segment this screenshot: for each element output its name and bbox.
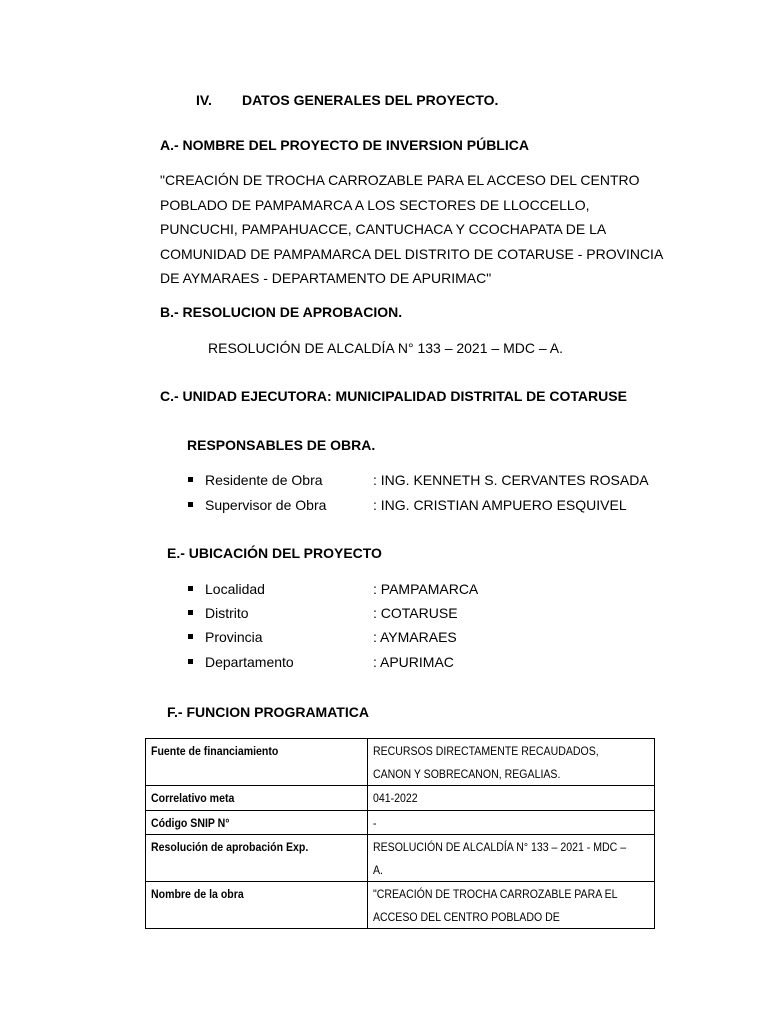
project-name-line: "CREACIÓN DE TROCHA CARROZABLE PARA EL ACCESO DEL CENTRO xyxy=(160,172,640,188)
table-key-cell: Resolución de aprobación Exp. xyxy=(146,835,368,882)
funcion-programatica-table xyxy=(145,738,655,929)
bullet-icon xyxy=(188,586,193,591)
resolution-text: RESOLUCIÓN DE ALCALDÍA N° 133 – 2021 – MDC – A. xyxy=(208,340,563,356)
table-value-cell: 041-2022 xyxy=(368,786,655,811)
table-row xyxy=(146,835,655,882)
table-value-cell: RECURSOS DIRECTAMENTE RECAUDADOS, CANON Y SOBRECANON, REGALIAS. xyxy=(368,739,655,786)
table-key-cell: Fuente de financiamiento xyxy=(146,739,368,786)
location-label: Distrito xyxy=(205,605,249,621)
table-row xyxy=(146,786,655,811)
responsables-heading: RESPONSABLES DE OBRA. xyxy=(187,437,376,453)
bullet-icon xyxy=(188,610,193,615)
table-key-cell: Código SNIP N° xyxy=(146,810,368,835)
location-value: : COTARUSE xyxy=(373,605,458,621)
project-name-line: COMUNIDAD DE PAMPAMARCA DEL DISTRITO DE COTARUSE - PROVINCIA xyxy=(160,245,664,262)
location-label: Localidad xyxy=(205,581,265,597)
table-key-cell: Correlativo meta xyxy=(146,786,368,811)
location-value: : APURIMAC xyxy=(373,654,454,670)
project-name-paragraph xyxy=(160,168,680,291)
project-name-line: POBLADO DE PAMPAMARCA A LOS SECTORES DE LLOCCELLO, xyxy=(160,196,590,213)
heading-f: F.- FUNCION PROGRAMATICA xyxy=(167,704,369,720)
section-title: DATOS GENERALES DEL PROYECTO. xyxy=(242,92,499,108)
table-row xyxy=(146,882,655,929)
table-value-cell: "CREACIÓN DE TROCHA CARROZABLE PARA EL ACCESO DEL CENTRO POBLADO DE xyxy=(368,882,655,929)
bullet-icon xyxy=(188,659,193,664)
location-label: Provincia xyxy=(205,629,263,645)
section-number: IV. xyxy=(196,92,212,108)
heading-e: E.- UBICACIÓN DEL PROYECTO xyxy=(167,545,382,561)
table-row xyxy=(146,739,655,786)
table-row xyxy=(146,810,655,835)
responsable-label: Supervisor de Obra xyxy=(205,497,327,513)
heading-b: B.- RESOLUCION DE APROBACION. xyxy=(160,304,403,320)
heading-c: C.- UNIDAD EJECUTORA: MUNICIPALIDAD DISTRITAL DE COTARUSE xyxy=(160,388,627,404)
responsable-label: Residente de Obra xyxy=(205,472,323,488)
heading-a: A.- NOMBRE DEL PROYECTO DE INVERSION PÚBLICA xyxy=(160,137,529,153)
project-name-line: DE AYMARAES - DEPARTAMENTO DE APURIMAC" xyxy=(160,270,492,286)
responsable-value: : ING. KENNETH S. CERVANTES ROSADA xyxy=(373,472,649,488)
responsable-value: : ING. CRISTIAN AMPUERO ESQUIVEL xyxy=(373,497,627,513)
project-name-line: PUNCUCHI, PAMPAHUACCE, CANTUCHACA Y CCOCHAPATA DE LA xyxy=(160,221,607,237)
table-value-cell: - xyxy=(368,810,655,835)
bullet-icon xyxy=(188,477,193,482)
bullet-icon xyxy=(188,502,193,507)
table-key-cell: Nombre de la obra xyxy=(146,882,368,929)
bullet-icon xyxy=(188,634,193,639)
location-value: : PAMPAMARCA xyxy=(373,581,479,597)
location-value: : AYMARAES xyxy=(373,629,457,645)
location-label: Departamento xyxy=(205,654,294,670)
table-value-cell: RESOLUCIÓN DE ALCALDÍA N° 133 – 2021 - MDC – A. xyxy=(368,835,655,882)
